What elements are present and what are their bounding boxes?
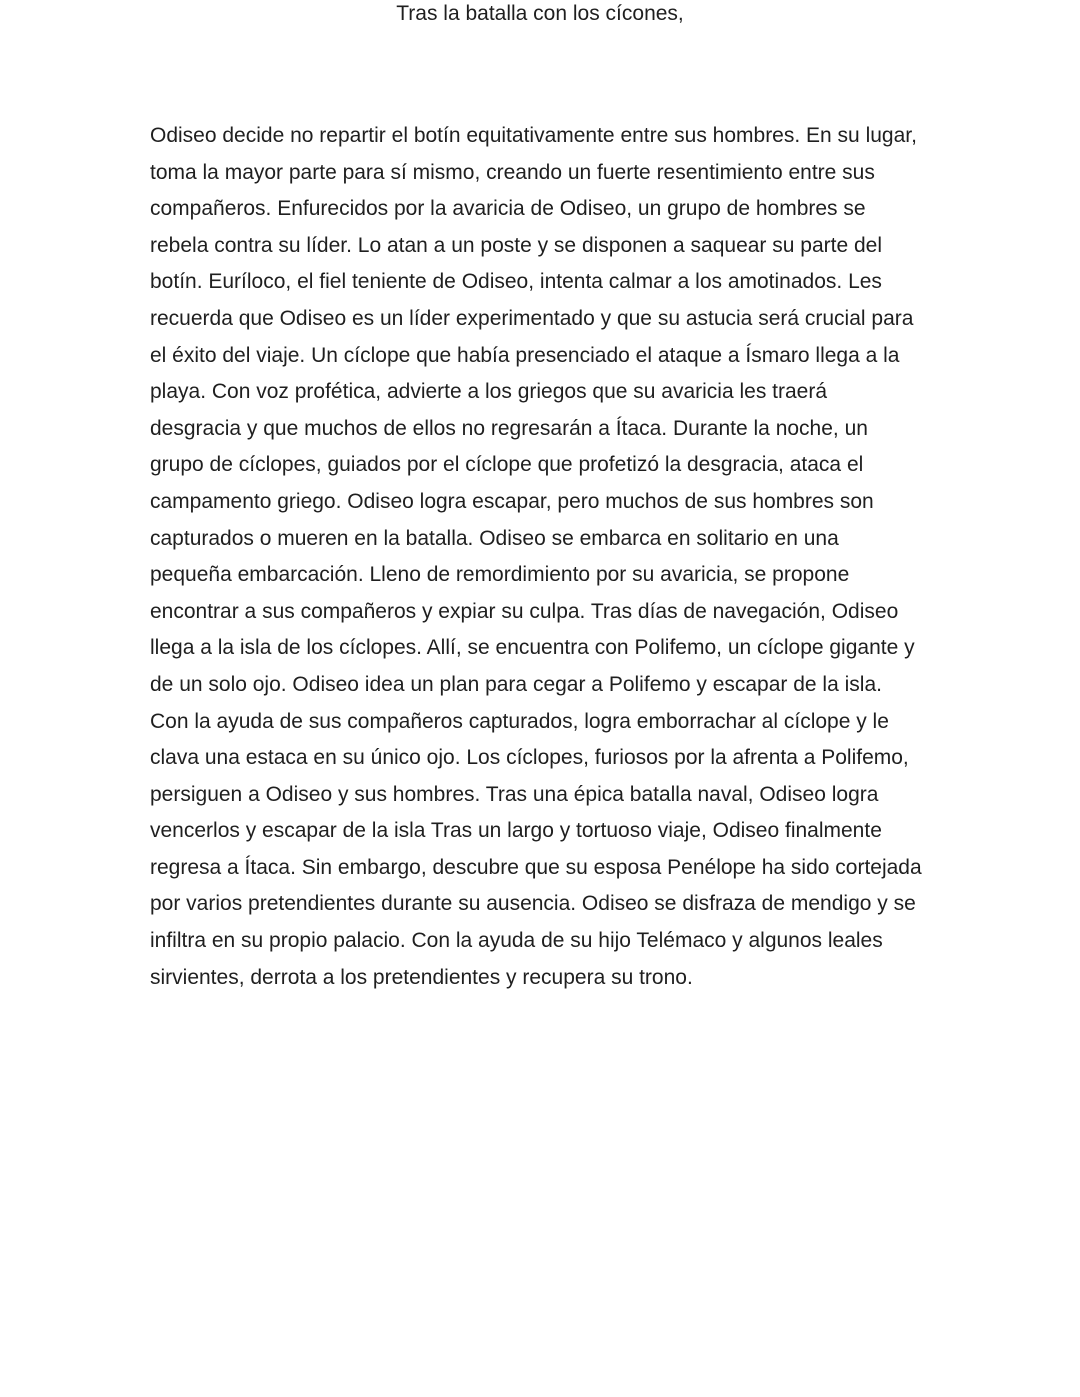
paragraph-line: Odiseo decide no repartir el botín equitativamente entre sus hombres. En su lugar, [150, 124, 917, 147]
document-title: Tras la batalla con los cícones, [396, 2, 684, 25]
paragraph-line: persiguen a Odiseo y sus hombres. Tras una épica batalla naval, Odiseo logra [150, 782, 879, 806]
paragraph-line: desgracia y que muchos de ellos no regresarán a Ítaca. Durante la noche, un [150, 416, 868, 440]
paragraph-line: llega a la isla de los cíclopes. Allí, se encuentra con Polifemo, un cíclope gigante y [150, 636, 915, 660]
paragraph-line: grupo de cíclopes, guiados por el cíclope que profetizó la desgracia, ataca el [150, 453, 864, 477]
paragraph-line: toma la mayor parte para sí mismo, creando un fuerte resentimiento entre sus [150, 160, 875, 184]
paragraph-line: rebela contra su líder. Lo atan a un poste y se disponen a saquear su parte del [150, 233, 882, 257]
paragraph-line: compañeros. Enfurecidos por la avaricia de Odiseo, un grupo de hombres se [150, 197, 866, 221]
paragraph-line: regresa a Ítaca. Sin embargo, descubre que su esposa Penélope ha sido cortejada [150, 855, 922, 879]
paragraph-line: vencerlos y escapar de la isla Tras un largo y tortuoso viaje, Odiseo finalmente [150, 819, 882, 843]
paragraph-line: encontrar a sus compañeros y expiar su culpa. Tras días de navegación, Odiseo [150, 599, 899, 623]
paragraph-line: sirvientes, derrota a los pretendientes y recupera su trono. [150, 965, 693, 989]
paragraph-line: el éxito del viaje. Un cíclope que había presenciado el ataque a Ísmaro llega a la [150, 343, 900, 367]
paragraph-line: recuerda que Odiseo es un líder experimentado y que su astucia será crucial para [150, 306, 914, 330]
paragraph-line: pequeña embarcación. Lleno de remordimiento por su avaricia, se propone [150, 563, 850, 587]
paragraph-line: Con la ayuda de sus compañeros capturados, logra emborrachar al cíclope y le [150, 709, 889, 733]
paragraph-line: por varios pretendientes durante su ausencia. Odiseo se disfraza de mendigo y se [150, 892, 916, 916]
paragraph-line: playa. Con voz profética, advierte a los griegos que su avaricia les traerá [150, 380, 828, 404]
paragraph-line: infiltra en su propio palacio. Con la ayuda de su hijo Telémaco y algunos leales [150, 929, 883, 953]
paragraph-line: campamento griego. Odiseo logra escapar, pero muchos de sus hombres son [150, 489, 874, 513]
paragraph-line: botín. Euríloco, el fiel teniente de Odiseo, intenta calmar a los amotinados. Les [150, 270, 882, 294]
paragraph-line: capturados o mueren en la batalla. Odiseo se embarca en solitario en una [150, 526, 839, 550]
paragraph-line: clava una estaca en su único ojo. Los cíclopes, furiosos por la afrenta a Polifemo, [150, 746, 909, 770]
story-paragraph [150, 118, 950, 996]
paragraph-line: de un solo ojo. Odiseo idea un plan para cegar a Polifemo y escapar de la isla. [150, 672, 882, 696]
